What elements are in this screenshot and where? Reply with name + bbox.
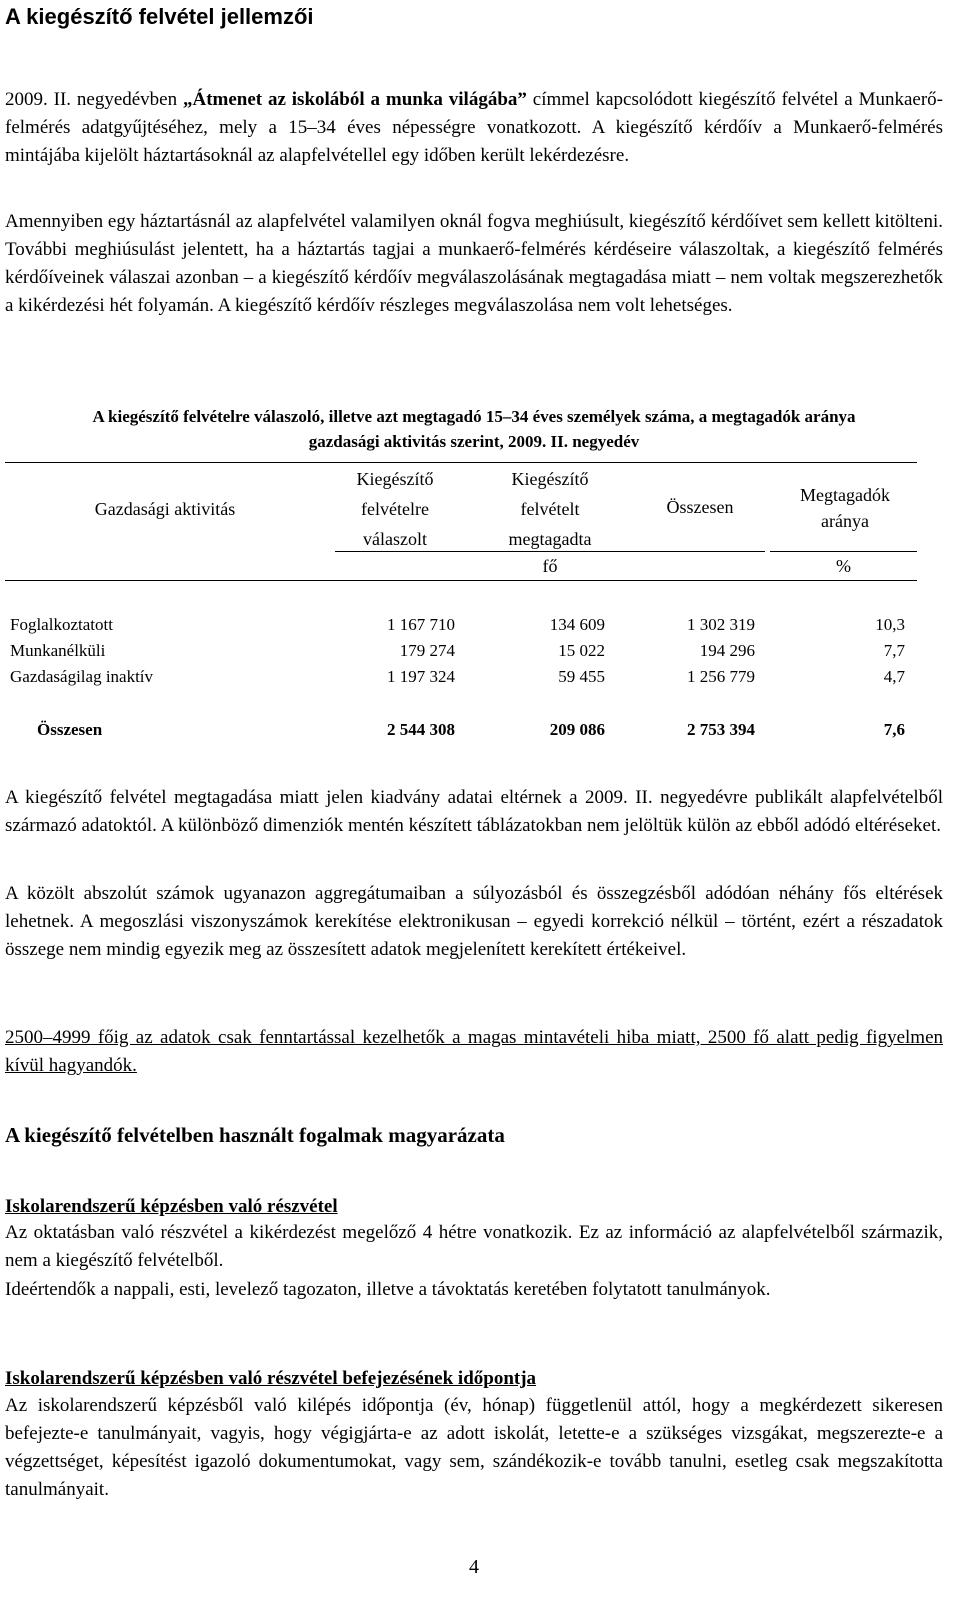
header-rate-line-2: aránya (821, 511, 869, 531)
intro-p1-bold: „Átmenet az iskolából a munka világába” (182, 89, 527, 110)
header-answered-line-1: Kiegészítő (356, 469, 434, 489)
total-total: 2 753 394 (687, 720, 755, 739)
note-paragraph-3: 2500–4999 főig az adatok csak fenntartással kezelhetők a magas mintavételi hiba miatt, 2500 fő alatt pedig figyelmen kívül hagyandók. (5, 1027, 943, 1076)
cell-refused: 59 455 (558, 667, 605, 686)
sub1-paragraph-1: Az oktatásban való részvétel a kikérdezést megelőző 4 hétre vonatkozik. Ez az információ az alapfelvételből származik, nem a kiegészítő felvételből. (5, 1222, 943, 1271)
header-answered-line-2: felvételre (361, 499, 429, 519)
header-gazdasagi-aktivitas: Gazdasági aktivitás (94, 499, 236, 519)
header-total: Összesen (666, 497, 734, 517)
unit-rule-count (335, 551, 765, 552)
header-answered-line-3: válaszolt (363, 529, 427, 549)
header-refused (475, 464, 625, 554)
total-label: Összesen (37, 720, 103, 739)
cell-rate: 4,7 (883, 667, 905, 686)
header-rate (770, 482, 920, 534)
cell-answered: 1 167 710 (387, 615, 455, 634)
intro-paragraph-2: Amennyiben egy háztartásnál az alapfelvétel valamilyen oknál fogva meghiúsult, kiegészítő kérdőívet sem kellett kitölteni. További meghiúsulást jelentett, ha a háztartás tagjai a munkaerő-felmérés kérdéseire válaszoltak, a kiegészítő felmérés kérdőíveinek válaszai azonban – a kiegészítő kérdőív megválaszolásának megtagadása miatt – nem voltak megszerezhetők a kikérdezési hét folyamán. A kiegészítő kérdőív részleges megválaszolása nem volt lehetséges. (5, 211, 943, 316)
note-paragraph-2: A közölt abszolút számok ugyanazon aggregátumaiban a súlyozásból és összegzésből adódóan néhány fős eltérések lehetnek. A megoszlási viszonyszámok kerekítése elektronikusan – egyedi korrekció nélkül – történt, ezért a részadatok összege nem mindig egyezik meg az összesített adatok megjelenített kerekített értékeivel. (5, 883, 943, 960)
cell-answered: 1 197 324 (387, 667, 455, 686)
header-answered (325, 464, 465, 554)
subheading-1: Iskolarendszerű képzésben való részvétel (5, 1196, 338, 1217)
sub2-paragraph-1: Az iskolarendszerű képzésből való kilépés időpontja (év, hónap) függetlenül attól, hogy a megkérdezett sikeresen befejezte-e tanulmányait, vagyis, hogy végigjárta-e az adott iskolát, letette-e a szükséges vizsgákat, megszerezte-e a végzettséget, képesítést igazoló dokumentumokat, vagy sem, szándékozik-e tovább tanulni, esetleg csak megszakította tanulmányait. (5, 1395, 943, 1500)
intro-p1-pre: 2009. II. negyedévben (5, 89, 183, 110)
row-label: Gazdaságilag inaktív (10, 667, 154, 686)
unit-pct: % (836, 556, 851, 576)
table-caption (5, 404, 943, 454)
cell-total: 194 296 (699, 641, 755, 660)
cell-refused: 15 022 (558, 641, 605, 660)
header-rate-line-1: Megtagadók (800, 485, 890, 505)
unit-rule-pct (770, 551, 917, 552)
cell-refused: 134 609 (549, 615, 605, 634)
header-refused-line-3: megtagadta (508, 529, 592, 549)
table-caption-line-2: gazdasági aktivitás szerint, 2009. II. negyedév (308, 432, 640, 451)
total-rate: 7,6 (883, 720, 905, 739)
cell-rate: 7,7 (883, 641, 905, 660)
total-answered: 2 544 308 (387, 720, 455, 739)
unit-count: fő (542, 556, 558, 576)
cell-rate: 10,3 (875, 615, 905, 634)
header-refused-line-1: Kiegészítő (511, 469, 589, 489)
sub1-paragraph-2: Ideértendők a nappali, esti, levelező tagozaton, illetve a távoktatás keretében folytatott tanulmányok. (5, 1279, 771, 1300)
header-refused-line-2: felvételt (520, 499, 580, 519)
row-label: Foglalkoztatott (10, 615, 113, 634)
intro-p1-post: címmel kapcsolódott kiegészítő felvétel a Munkaerő-felmérés adatgyűjtéséhez, mely a 15–34 éves népességre vonatkozott. A kiegészítő kérdőív a Munkaerő-felmérés mintájába kijelölt háztartásoknál az alapfelvétellel egy időben került lekérdezésre. (5, 89, 943, 166)
cell-answered: 179 274 (399, 641, 455, 660)
note-paragraph-1: A kiegészítő felvétel megtagadása miatt jelen kiadvány adatai eltérnek a 2009. II. negyedévre publikált alapfelvételből származó adatoktól. A különböző dimenziók mentén készített táblázatokban nem jelöltük külön az ebből adódó eltéréseket. (5, 787, 943, 836)
page-title: A kiegészítő felvétel jellemzői (5, 4, 314, 29)
table-header-rule (5, 580, 917, 581)
subheading-2: Iskolarendszerű képzésben való részvétel befejezésének időpontja (5, 1368, 537, 1389)
cell-total: 1 302 319 (687, 615, 755, 634)
total-refused: 209 086 (549, 720, 605, 739)
page-number: 4 (469, 1556, 479, 1578)
table-caption-line-1: A kiegészítő felvételre válaszoló, illetve azt megtagadó 15–34 éves személyek száma, a megtagadók aránya (92, 407, 856, 426)
cell-total: 1 256 779 (687, 667, 755, 686)
row-label: Munkanélküli (10, 641, 106, 660)
table-top-rule (5, 462, 917, 463)
intro-paragraph-1 (5, 86, 943, 170)
section-title: A kiegészítő felvételben használt fogalmak magyarázata (5, 1123, 505, 1147)
